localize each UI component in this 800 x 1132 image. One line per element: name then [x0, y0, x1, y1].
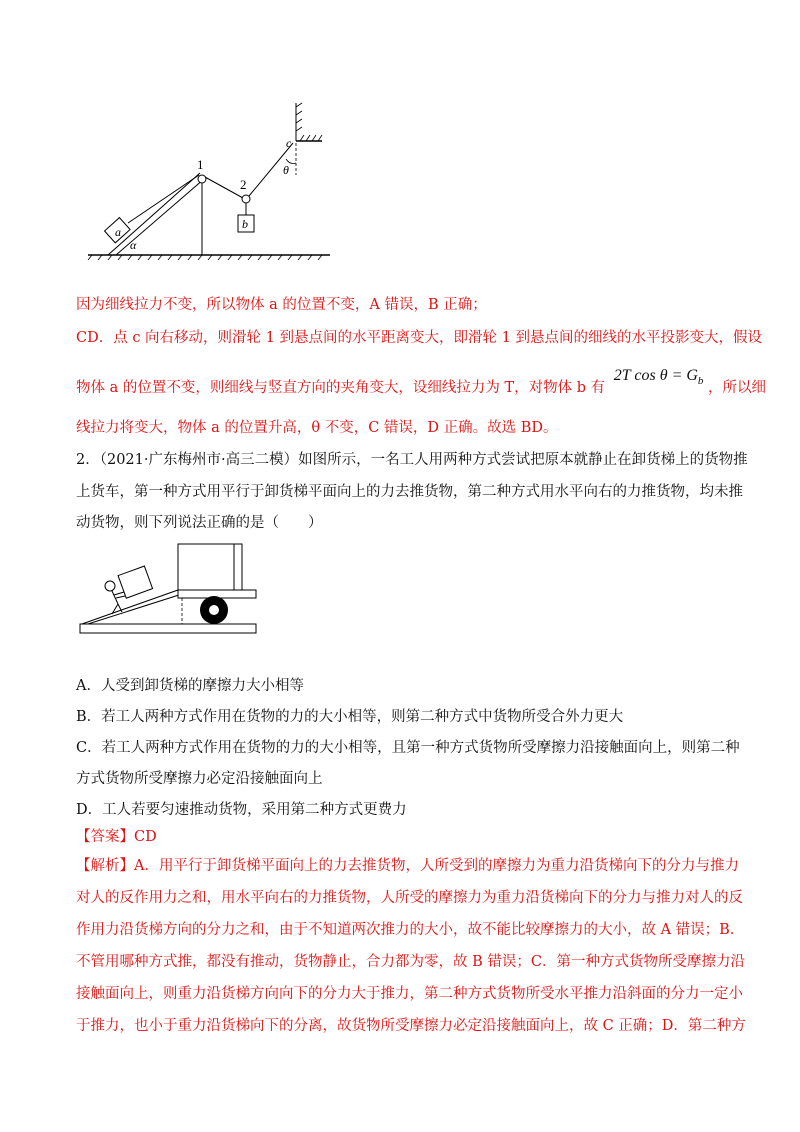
- analysis-line-4: 线拉力将变大，物体 a 的位置升高，θ 不变，C 错误，D 正确。故选 BD。: [76, 420, 558, 436]
- label-pulley-1: 1: [197, 157, 204, 172]
- analysis-line-3: [76, 367, 767, 403]
- analysis2-line-3: 作用力沿货梯方向的分力之和，由于不知道两次推力的大小，故不能比较摩擦力的大小，故 A 错误；B．: [76, 922, 745, 938]
- formula: 2T $\cos \theta = G_b$: [613, 367, 704, 388]
- truck-cargo-box: [178, 544, 242, 590]
- label-theta: θ: [283, 163, 289, 177]
- question2-stem-3: 动货物，则下列说法正确的是（ ）: [76, 515, 323, 531]
- rope-pulley1-to-pulley2: [205, 177, 243, 198]
- question2-stem-2: 上货车，第一种方式用平行于卸货梯平面向上的力去推货物，第二种方式用水平向右的力推货物，均未推: [76, 484, 743, 500]
- answer-line: [76, 827, 736, 847]
- ground-slab: [80, 624, 256, 633]
- option-d: D．工人若要匀速推动货物，采用第二种方式更费力: [76, 802, 407, 818]
- analysis2-text-1: A．用平行于卸货梯平面向上的力去推货物，人所受到的摩擦力为重力沿货梯向下的分力与推力: [134, 858, 739, 874]
- rope-a-to-pulley1: [128, 175, 199, 223]
- analysis2-line-6: 于推力，也小于重力沿货梯向下的分离，故货物所受摩擦力必定沿接触面向上，故 C 正确；D．第二种方: [76, 1018, 746, 1034]
- answer-value: CD: [134, 829, 157, 845]
- label-alpha: α: [130, 238, 137, 252]
- analysis-line-3a: 物体 a 的位置不变，则细线与竖直方向的夹角变大，设细线拉力为 T，对物体 b 有: [76, 380, 606, 396]
- analysis2-line-4: 不管用哪种方式推，都没有推动，货物静止，合力都为零，故 B 错误；C．第一种方式货物所受摩擦力沿: [76, 954, 745, 970]
- option-a: A．人受到卸货梯的摩擦力大小相等: [76, 678, 304, 694]
- question2-stem-1: 2．（2021·广东梅州市·高三二模）如图所示，一名工人用两种方式尝试把原本就静止在卸货梯上的货物推: [76, 452, 748, 468]
- option-c-line1: C．若工人两种方式作用在货物的力的大小相等，且第一种方式货物所受摩擦力沿接触面向上，则第二种: [76, 740, 740, 756]
- analysis2-line-2: 对人的反作用力之和，用水平向右的力推货物，人所受的摩擦力为重力沿货梯向下的分力与推力对人的反: [76, 890, 743, 906]
- truck-ramp-figure: [78, 540, 258, 640]
- label-a: a: [115, 225, 121, 239]
- analysis-line-1: 因为细线拉力不变，所以物体 a 的位置不变，A 错误，B 正确；: [76, 297, 487, 313]
- answer-label: 【答案】: [76, 829, 134, 845]
- incline-plane: [108, 173, 200, 255]
- label-pulley-2: 2: [240, 177, 247, 192]
- analysis-label: 【解析】: [76, 858, 134, 874]
- option-b: B．若工人两种方式作用在货物的力的大小相等，则第二种方式中货物所受合外力更大: [76, 709, 624, 725]
- cargo-box: [118, 566, 153, 598]
- pulley-system-figure: [80, 95, 340, 270]
- analysis2-line-5: 接触面向上，则重力沿货梯方向向下的分力大于推力，第二种方式货物所受水平推力沿斜面的分力一定小: [76, 986, 743, 1002]
- label-b: b: [242, 217, 248, 231]
- pulley-2: [242, 195, 250, 203]
- analysis-line-2: CD．点 c 向右移动，则滑轮 1 到悬点间的水平距离变大，即滑轮 1 到悬点间的细线的水平投影变大，假设: [76, 330, 762, 346]
- pulley-1: [198, 175, 206, 183]
- analysis2-line-1: [76, 856, 739, 876]
- analysis-line-3b: ，所以细: [708, 380, 767, 396]
- label-c: c: [286, 136, 292, 150]
- option-c-line2: 方式货物所受摩擦力必定沿接触面向上: [76, 771, 323, 787]
